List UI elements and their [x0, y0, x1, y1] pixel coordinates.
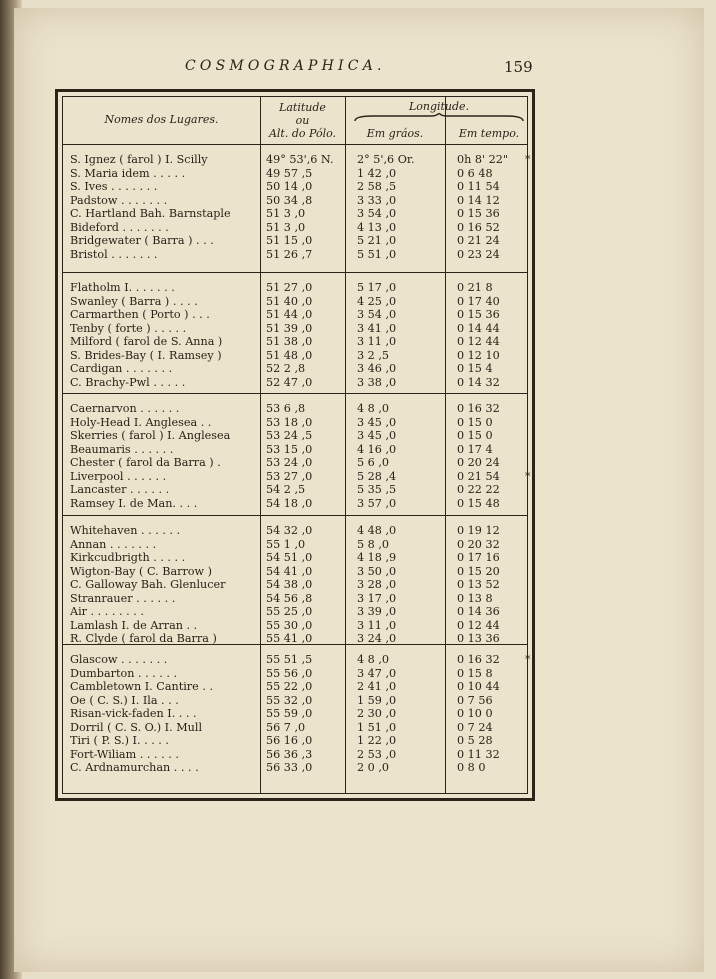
latitude-value: 51 44 ,0 [266, 308, 313, 321]
table-row [63, 605, 527, 618]
table-row [63, 308, 527, 321]
latitude-value: 55 59 ,0 [266, 707, 313, 720]
longitude-degrees-value: 2° 5',6 Or. [357, 153, 415, 166]
latitude-value: 51 48 ,0 [266, 348, 313, 362]
latitude-value: 49° 53',6 N. [266, 153, 334, 166]
place-name: Tenby ( forte ) . . . . . [70, 321, 187, 335]
header-latitude-line1: Latitude [279, 101, 326, 114]
longitude-degrees-value: 3 11 ,0 [357, 618, 397, 632]
longitude-time-value: 0 17 40 [457, 294, 500, 308]
longitude-time-value: 0 15 36 [457, 308, 500, 321]
place-name: R. Clyde ( farol da Barra ) [70, 632, 217, 645]
group-separator [63, 393, 527, 394]
longitude-time-value: 0 16 52 [457, 220, 500, 234]
longitude-degrees-value: 5 6 ,0 [357, 456, 390, 469]
place-name: Oe ( C. S.) I. Ila . . . [70, 693, 179, 707]
place-name: Swanley ( Barra ) . . . . [70, 294, 198, 308]
place-name: Bideford . . . . . . . [70, 220, 169, 234]
longitude-degrees-value: 4 8 ,0 [357, 653, 390, 666]
longitude-degrees-value: 5 28 ,4 [357, 469, 397, 483]
table-row [63, 153, 531, 166]
place-name: C. Galloway Bah. Glenlucer [70, 578, 226, 591]
longitude-time-value: 0 23 24 [457, 247, 500, 261]
table-row [63, 707, 527, 720]
longitude-time-value: 0 15 36 [457, 207, 500, 220]
latitude-value: 53 6 ,8 [266, 402, 306, 415]
longitude-time-value: 0 22 22 [457, 483, 500, 496]
longitude-time-value: 0 7 56 [457, 693, 493, 707]
place-name: S. Ignez ( farol ) I. Scilly [70, 153, 208, 166]
header-in-time [445, 127, 533, 140]
longitude-degrees-value: 3 54 ,0 [357, 308, 397, 321]
table-row [63, 281, 527, 294]
place-name: Padstow . . . . . . . [70, 193, 168, 207]
place-name: Bridgewater ( Barra ) . . . [70, 234, 214, 247]
longitude-degrees-value: 4 18 ,9 [357, 551, 397, 564]
place-name: S. Brides-Bay ( I. Ramsey ) [70, 348, 222, 362]
longitude-time-value: 0 20 24 [457, 456, 500, 469]
header-longitude [345, 100, 533, 113]
place-name: Fort-Wiliam . . . . . . [70, 747, 179, 761]
table-row [63, 335, 527, 348]
place-name: Annan . . . . . . . [70, 537, 157, 551]
running-header [0, 58, 716, 78]
table-row [63, 483, 527, 496]
longitude-time-value: 0 14 44 [457, 321, 500, 335]
place-name: Lamlash I. de Arran . . [70, 618, 198, 632]
longitude-degrees-value: 3 45 ,0 [357, 415, 397, 429]
header-in-degrees-label: Em gráos. [366, 127, 424, 140]
table-row [63, 761, 527, 774]
latitude-value: 55 1 ,0 [266, 537, 306, 551]
table-row [63, 416, 527, 429]
latitude-value: 51 27 ,0 [266, 281, 313, 294]
longitude-degrees-value: 3 39 ,0 [357, 605, 397, 618]
group-separator [63, 272, 527, 273]
place-name: Bristol . . . . . . . [70, 247, 158, 261]
header-latitude [260, 101, 345, 140]
table-row [63, 349, 527, 362]
place-name: Tiri ( P. S.) I. . . . . [70, 734, 169, 747]
table-row [63, 376, 527, 389]
table-inner-border [62, 96, 531, 794]
latitude-value: 56 36 ,3 [266, 747, 313, 761]
longitude-time-value: 0 15 48 [457, 496, 500, 510]
longitude-time-value: 0 15 0 [457, 415, 493, 429]
place-name: Air . . . . . . . . [70, 605, 144, 618]
longitude-degrees-value: 3 11 ,0 [357, 335, 397, 348]
longitude-time-value: 0 14 32 [457, 375, 500, 389]
longitude-time-value: 0h 8' 22" [457, 153, 509, 166]
latitude-value: 50 34 ,8 [266, 193, 313, 207]
longitude-time-value: 0 14 12 [457, 193, 500, 207]
header-rule [63, 144, 527, 145]
latitude-value: 51 15 ,0 [266, 234, 313, 247]
longitude-degrees-value: 3 24 ,0 [357, 632, 397, 645]
longitude-degrees-value: 5 21 ,0 [357, 234, 397, 247]
coordinates-table [55, 89, 535, 801]
table-row [63, 680, 527, 693]
latitude-value: 55 51 ,5 [266, 653, 313, 666]
latitude-value: 53 24 ,5 [266, 429, 313, 442]
table-row [63, 322, 527, 335]
table-row [63, 538, 527, 551]
longitude-degrees-value: 3 28 ,0 [357, 578, 397, 591]
group-separator [63, 515, 527, 516]
table-row [63, 667, 527, 680]
place-name: Dumbarton . . . . . . [70, 666, 178, 680]
place-name: Dorril ( C. S. O.) I. Mull [70, 720, 203, 734]
place-name: C. Ardnamurchan . . . . [70, 761, 199, 774]
latitude-value: 55 56 ,0 [266, 666, 313, 680]
longitude-time-value: 0 19 12 [457, 524, 500, 537]
longitude-time-value: 0 15 20 [457, 564, 500, 578]
table-row [63, 551, 527, 564]
latitude-value: 53 27 ,0 [266, 469, 313, 483]
table-row [63, 748, 527, 761]
latitude-value: 54 38 ,0 [266, 578, 313, 591]
longitude-degrees-value: 3 45 ,0 [357, 429, 397, 442]
longitude-degrees-value: 3 38 ,0 [357, 375, 397, 389]
header-in-degrees [345, 127, 445, 140]
table-row [63, 619, 527, 632]
longitude-time-value: 0 6 48 [457, 166, 493, 180]
place-name: Stranrauer . . . . . . [70, 591, 176, 605]
latitude-value: 54 41 ,0 [266, 564, 313, 578]
longitude-time-value: 0 12 44 [457, 335, 500, 348]
longitude-time-value: 0 17 4 [457, 442, 493, 456]
latitude-value: 52 2 ,8 [266, 362, 306, 375]
longitude-degrees-value: 5 8 ,0 [357, 537, 390, 551]
longitude-degrees-value: 4 25 ,0 [357, 294, 397, 308]
table-row [63, 565, 527, 578]
latitude-value: 51 3 ,0 [266, 207, 306, 220]
longitude-time-value: 0 5 28 [457, 734, 493, 747]
latitude-value: 55 41 ,0 [266, 632, 313, 645]
place-name: C. Brachy-Pwl . . . . . [70, 375, 186, 389]
place-name: Wigton-Bay ( C. Barrow ) [70, 564, 213, 578]
longitude-time-value: 0 16 32 [457, 402, 500, 415]
longitude-time-value: 0 17 16 [457, 551, 500, 564]
longitude-degrees-value: 3 33 ,0 [357, 193, 397, 207]
longitude-time-value: 0 13 8 [457, 591, 493, 605]
place-name: Ramsey I. de Man. . . . [70, 496, 198, 510]
latitude-value: 53 24 ,0 [266, 456, 313, 469]
table-row [63, 295, 527, 308]
latitude-value: 53 15 ,0 [266, 442, 313, 456]
place-name: Milford ( farol de S. Anna ) [70, 335, 223, 348]
table-row [63, 734, 527, 747]
longitude-time-value: 0 15 4 [457, 362, 493, 375]
longitude-degrees-value: 2 30 ,0 [357, 707, 397, 720]
place-name: Holy-Head I. Anglesea . . [70, 415, 212, 429]
asterisk-mark: * [525, 469, 531, 483]
header-longitude-label: Longitude. [408, 100, 470, 113]
place-name: Lancaster . . . . . . [70, 483, 170, 496]
table-row [63, 578, 527, 591]
place-name: Carmarthen ( Porto ) . . . [70, 308, 210, 321]
place-name: Cambletown I. Cantire . . [70, 680, 214, 693]
latitude-value: 49 57 ,5 [266, 166, 313, 180]
longitude-degrees-value: 3 57 ,0 [357, 496, 397, 510]
table-row [63, 362, 527, 375]
table-row [63, 524, 527, 537]
latitude-value: 51 40 ,0 [266, 294, 313, 308]
place-name: Liverpool . . . . . . [70, 469, 167, 483]
table-row [63, 402, 527, 415]
longitude-degrees-value: 3 2 ,5 [357, 348, 390, 362]
table-row [63, 721, 527, 734]
longitude-degrees-value: 2 58 ,5 [357, 180, 397, 193]
longitude-degrees-value: 5 35 ,5 [357, 483, 397, 496]
table-row [63, 167, 527, 180]
latitude-value: 51 26 ,7 [266, 247, 313, 261]
longitude-time-value: 0 14 36 [457, 605, 500, 618]
latitude-value: 50 14 ,0 [266, 180, 313, 193]
longitude-degrees-value: 3 41 ,0 [357, 321, 397, 335]
table-row [63, 497, 527, 510]
header-in-time-label: Em tempo. [458, 127, 520, 140]
place-name: Kirkcudbrigth . . . . . [70, 551, 186, 564]
longitude-degrees-value: 4 8 ,0 [357, 402, 390, 415]
place-name: Glascow . . . . . . . [70, 653, 168, 666]
asterisk-mark: * [525, 153, 531, 166]
latitude-value: 51 39 ,0 [266, 321, 313, 335]
page-number: 159 [504, 58, 533, 76]
table-row [63, 221, 527, 234]
table-row [63, 207, 527, 220]
longitude-time-value: 0 13 52 [457, 578, 500, 591]
longitude-degrees-value: 1 42 ,0 [357, 166, 397, 180]
longitude-time-value: 0 13 36 [457, 632, 500, 645]
longitude-degrees-value: 1 22 ,0 [357, 734, 397, 747]
latitude-value: 56 33 ,0 [266, 761, 313, 774]
latitude-value: 52 47 ,0 [266, 375, 313, 389]
latitude-value: 54 2 ,5 [266, 483, 306, 496]
place-name: S. Ives . . . . . . . [70, 180, 158, 193]
latitude-value: 53 18 ,0 [266, 415, 313, 429]
latitude-value: 54 51 ,0 [266, 551, 313, 564]
longitude-degrees-value: 5 17 ,0 [357, 281, 397, 294]
longitude-time-value: 0 12 10 [457, 348, 500, 362]
table-row [63, 429, 527, 442]
place-name: Chester ( farol da Barra ) . [70, 456, 221, 469]
longitude-degrees-value: 3 50 ,0 [357, 564, 397, 578]
latitude-value: 56 7 ,0 [266, 720, 306, 734]
table-row [63, 694, 527, 707]
place-name: Whitehaven . . . . . . [70, 524, 181, 537]
place-name: Risan-vick-faden I. . . . [70, 707, 197, 720]
longitude-brace [353, 113, 525, 123]
group-separator [63, 644, 527, 645]
latitude-value: 55 25 ,0 [266, 605, 313, 618]
place-name: Caernarvon . . . . . . [70, 402, 180, 415]
latitude-value: 56 16 ,0 [266, 734, 313, 747]
longitude-degrees-value: 3 17 ,0 [357, 591, 397, 605]
running-title: COSMOGRAPHICA. [185, 58, 386, 74]
place-name: Flatholm I. . . . . . . [70, 281, 175, 294]
longitude-time-value: 0 10 44 [457, 680, 500, 693]
latitude-value: 51 38 ,0 [266, 335, 313, 348]
place-name: S. Maria idem . . . . . [70, 166, 186, 180]
latitude-value: 55 22 ,0 [266, 680, 313, 693]
longitude-degrees-value: 3 54 ,0 [357, 207, 397, 220]
longitude-degrees-value: 4 16 ,0 [357, 442, 397, 456]
table-row [63, 592, 527, 605]
table-row [63, 180, 527, 193]
table-row [63, 234, 527, 247]
asterisk-mark: * [525, 653, 531, 666]
longitude-degrees-value: 2 53 ,0 [357, 747, 397, 761]
latitude-value: 54 32 ,0 [266, 524, 313, 537]
latitude-value: 54 56 ,8 [266, 591, 313, 605]
longitude-time-value: 0 20 32 [457, 537, 500, 551]
longitude-time-value: 0 21 54 [457, 469, 500, 483]
table-row [63, 248, 527, 261]
longitude-degrees-value: 3 46 ,0 [357, 362, 397, 375]
place-name: Beaumaris . . . . . . [70, 442, 174, 456]
longitude-degrees-value: 3 47 ,0 [357, 666, 397, 680]
longitude-time-value: 0 8 0 [457, 761, 486, 774]
longitude-degrees-value: 2 41 ,0 [357, 680, 397, 693]
longitude-time-value: 0 12 44 [457, 618, 500, 632]
header-latitude-line2: ou [295, 114, 310, 127]
latitude-value: 51 3 ,0 [266, 220, 306, 234]
place-name: Cardigan . . . . . . . [70, 362, 173, 375]
longitude-time-value: 0 10 0 [457, 707, 493, 720]
longitude-degrees-value: 1 59 ,0 [357, 693, 397, 707]
latitude-value: 54 18 ,0 [266, 496, 313, 510]
latitude-value: 55 32 ,0 [266, 693, 313, 707]
table-row [63, 653, 531, 666]
longitude-time-value: 0 11 54 [457, 180, 500, 193]
header-place-names-label: Nomes dos Lugares. [104, 113, 219, 126]
longitude-time-value: 0 15 8 [457, 666, 493, 680]
longitude-time-value: 0 21 24 [457, 234, 500, 247]
longitude-degrees-value: 1 51 ,0 [357, 720, 397, 734]
place-name: Skerries ( farol ) I. Anglesea [70, 429, 231, 442]
latitude-value: 55 30 ,0 [266, 618, 313, 632]
longitude-degrees-value: 5 51 ,0 [357, 247, 397, 261]
table-row [63, 469, 531, 483]
longitude-time-value: 0 11 32 [457, 747, 500, 761]
header-latitude-line3: Alt. do Pólo. [268, 127, 337, 140]
table-row [63, 456, 527, 469]
header-place-names [63, 113, 260, 126]
longitude-time-value: 0 21 8 [457, 281, 493, 294]
longitude-time-value: 0 16 32 [457, 653, 500, 666]
place-name: C. Hartland Bah. Barnstaple [70, 207, 231, 220]
longitude-time-value: 0 15 0 [457, 429, 493, 442]
longitude-time-value: 0 7 24 [457, 720, 493, 734]
longitude-degrees-value: 2 0 ,0 [357, 761, 390, 774]
table-row [63, 194, 527, 207]
longitude-degrees-value: 4 48 ,0 [357, 524, 397, 537]
longitude-degrees-value: 4 13 ,0 [357, 220, 397, 234]
table-row [63, 443, 527, 456]
